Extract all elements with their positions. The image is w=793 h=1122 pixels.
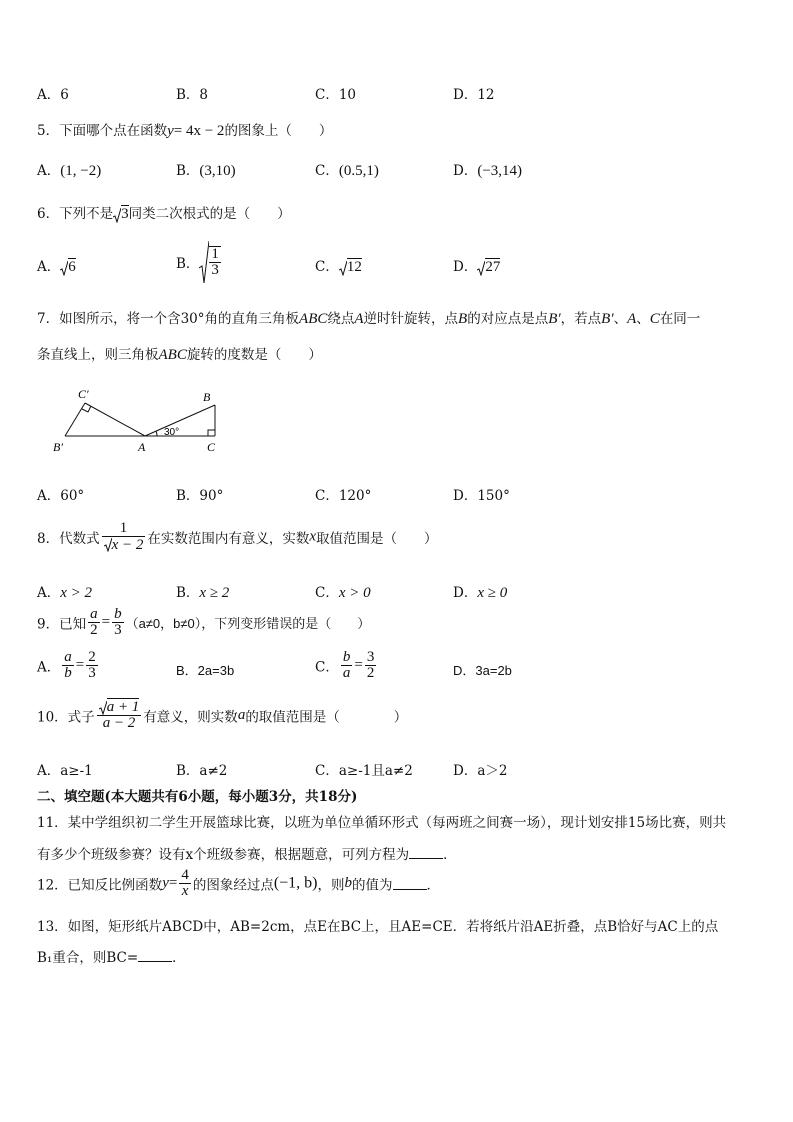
q10-option-b: B．a≠2 — [176, 763, 228, 779]
q4-option-b: B．8 — [176, 87, 209, 103]
q11-answer-blank[interactable] — [409, 846, 443, 859]
q13-line2: B₁重合，则BC= ． — [37, 950, 186, 966]
q4-option-a: A．6 — [37, 87, 69, 103]
q10-option-d: D．a＞2 — [453, 763, 508, 779]
q5-question: 5．下面哪个点在函数y= 4x − 2的图象上（ ） — [37, 123, 333, 139]
q13-line1: 13．如图，矩形纸片ABCD中，AB=2cm，点E在BC上，且AE=CE．若将纸片沿AE折叠，点B恰好与AC上的点 — [37, 919, 719, 935]
q9-option-a: A． $\frac{a}{b}$ = $\frac{2}{3}$ — [37, 649, 96, 681]
fig-label-a: A — [138, 440, 146, 454]
fig-label-b-prime: B′ — [53, 440, 63, 454]
q8-option-a: A．x > 2 — [37, 585, 93, 601]
q9-option-d: D．3a=2b — [453, 663, 512, 678]
q7-question-line2: 条直线上，则三角板ABC旋转的度数是（ ） — [37, 347, 322, 363]
q13-answer-blank[interactable] — [138, 949, 172, 962]
section-2-heading: 二、填空题(本大题共有6小题，每小题3分，共18分) — [37, 789, 358, 805]
q10-option-a: A．a≥-1 — [37, 763, 93, 779]
fig-angle-label: 30° — [164, 427, 180, 438]
q10-option-c: C．a≥-1且a≠2 — [315, 763, 413, 779]
q7-triangle-figure — [50, 383, 230, 455]
q5-option-c: C．(0.5,1) — [315, 163, 379, 179]
q7-question-line1: 7．如图所示，将一个含30°角的直角三角板ABC绕点A逆时针旋转，点B的对应点是点B′，若点B′、A、C在同一 — [37, 311, 701, 327]
q6-option-d: D． 27 — [453, 259, 501, 275]
q7-option-d: D．150° — [453, 488, 510, 504]
q10-question: 10．式子 $\frac{a + 1}{a - 2}$ 有意义，则实数a的取值范围是（ ） — [37, 699, 408, 731]
q6-question: 6．下列不是 3同类二次根式的是（ ） — [37, 206, 291, 222]
q4-option-c: C．10 — [315, 87, 357, 103]
q11-line2: 有多少个班级参赛？设有x个班级参赛，根据题意，可列方程为 ． — [37, 847, 457, 863]
q7-option-a: A．60° — [37, 488, 85, 504]
q12-question: 12．已知反比例函数y= $\frac{4}{x}$ 的图象经过点(−1, b)，则b的值为 ． — [37, 867, 441, 899]
q7-option-c: C．120° — [315, 488, 372, 504]
q8-option-c: C．x > 0 — [315, 585, 371, 601]
q5-option-a: A．(1, −2) — [37, 163, 102, 179]
q9-option-c: C． $\frac{b}{a}$ = $\frac{3}{2}$ — [315, 649, 375, 681]
q6-option-c: C． 12 — [315, 259, 362, 275]
fig-label-c: C — [207, 440, 216, 454]
q9-option-b: B．2a=3b — [176, 663, 235, 678]
q5-option-d: D．(−3,14) — [453, 163, 523, 179]
q5-option-b: B．(3,10) — [176, 163, 236, 179]
q8-option-b: B．x ≥ 2 — [176, 585, 230, 601]
q6-option-a: A． 6 — [37, 259, 76, 275]
q6-option-b: B． $\frac{1}{3}$ — [176, 240, 223, 284]
q8-question: 8．代数式 $\frac{1}{x - 2}$ 在实数范围内有意义，实数x取值范围是（ ） — [37, 520, 438, 553]
q7-option-b: B．90° — [176, 488, 224, 504]
q9-question: 9．已知 $\frac{a}{2}$ = $\frac{b}{3}$ （a≠0，b≠0），下列变形错误的是（ ） — [37, 606, 371, 638]
q8-option-d: D．x ≥ 0 — [453, 585, 508, 601]
q11-line1: 11．某中学组织初二学生开展篮球比赛，以班为单位单循环形式（每两班之间赛一场），现计划安排15场比赛，则共 — [37, 815, 727, 831]
fig-label-b: B — [203, 390, 211, 404]
fig-label-c-prime: C′ — [78, 387, 89, 401]
q12-answer-blank[interactable] — [393, 877, 427, 890]
q4-option-d: D．12 — [453, 87, 495, 103]
